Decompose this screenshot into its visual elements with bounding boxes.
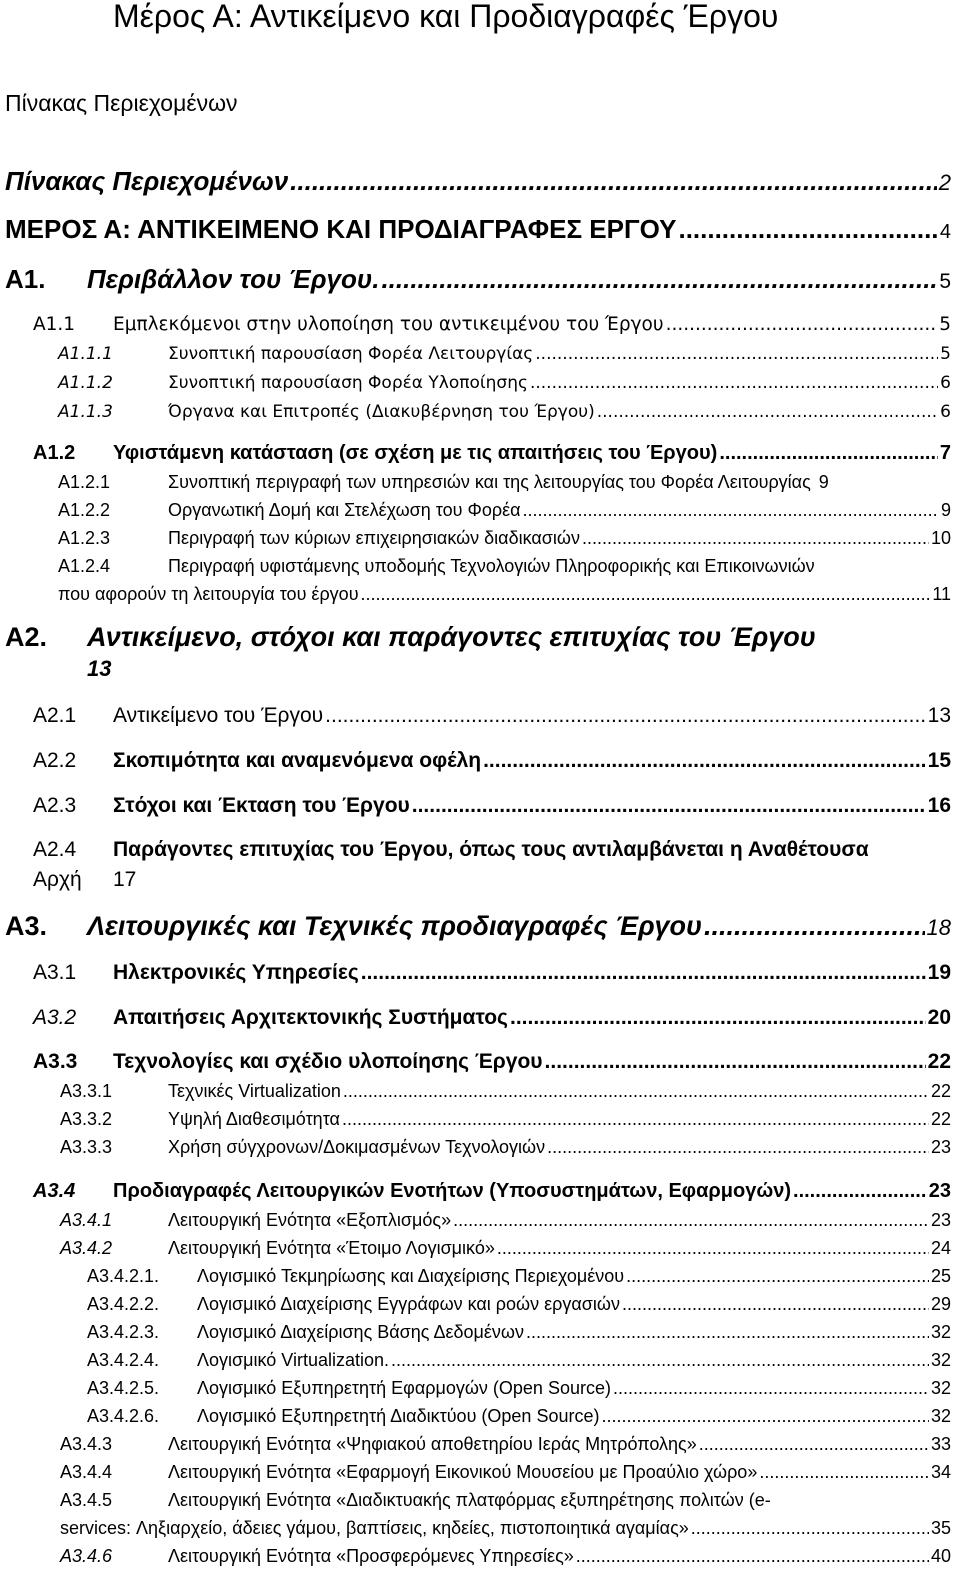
toc-entry[interactable] xyxy=(60,1210,951,1231)
toc-entry-text: Όργανα και Επιτροπές (Διακυβέρνηση του Έργου) xyxy=(168,402,595,422)
toc-entry[interactable] xyxy=(87,1322,951,1343)
leader-dots xyxy=(597,402,938,422)
toc-entry-text: Λογισμικό Διαχείρισης Εγγράφων και ροών εργασιών xyxy=(197,1294,620,1314)
toc-entry-text: Λειτουργική Ενότητα «Εφαρμογή Εικονικού Μουσείου με Προαύλιο χώρο» xyxy=(168,1462,758,1482)
leader-dots xyxy=(613,1378,929,1399)
toc-entry[interactable] xyxy=(33,838,951,862)
toc-entry-text: Περιβάλλον του Έργου. xyxy=(87,264,380,294)
leader-dots xyxy=(626,1266,929,1287)
leader-dots xyxy=(601,1406,929,1427)
toc-entry-page: 5 xyxy=(939,270,951,293)
toc-entry[interactable] xyxy=(33,749,951,773)
toc-entry[interactable] xyxy=(60,1462,951,1483)
toc-entry-text: Λογισμικό Εξυπηρετητή Διαδικτύου (Open Source) xyxy=(197,1406,600,1426)
toc-entry-page: 32 xyxy=(930,1406,951,1426)
toc-entry-number: Α1.2.3 xyxy=(58,528,111,548)
toc-entry-page: 22 xyxy=(930,1109,951,1129)
leader-dots xyxy=(361,961,926,985)
toc-entry-page: 5 xyxy=(940,344,951,364)
toc-entry-number: A1.1.1 xyxy=(58,344,113,364)
toc-entry-page: 24 xyxy=(930,1238,951,1258)
toc-entry-number: A3.1 xyxy=(33,961,77,984)
toc-entry[interactable] xyxy=(60,1109,951,1130)
toc-entry-text: Τεχνολογίες και σχέδιο υλοποίησης Έργου xyxy=(113,1050,543,1073)
toc-entry-number: Α1.2.4 xyxy=(58,556,111,576)
toc-entry-text: Αντικείμενο, στόχοι και παράγοντες επιτυχίας του Έργου xyxy=(87,622,816,652)
toc-entry-text: Ηλεκτρονικές Υπηρεσίες xyxy=(113,961,359,984)
toc-entry-page: 13 xyxy=(87,656,112,681)
toc-entry-number: A3.4.2.2. xyxy=(87,1294,160,1314)
toc-entry-page: 23 xyxy=(930,1210,951,1230)
toc-entry[interactable] xyxy=(58,373,951,393)
toc-entry-page: 19 xyxy=(927,961,951,984)
toc-entry-text: Προδιαγραφές Λειτουργικών Ενοτήτων (Υποσυστημάτων, Εφαρμογών) xyxy=(113,1180,792,1202)
leader-dots xyxy=(391,1350,929,1371)
toc-entry-page: 4 xyxy=(939,221,951,243)
leader-dots xyxy=(510,1006,926,1030)
leader-dots xyxy=(361,584,931,605)
toc-entry-number: A3. xyxy=(5,911,48,941)
leader-dots xyxy=(793,1180,927,1203)
leader-dots xyxy=(545,1050,926,1074)
toc-entry-number: A3.4.2.6. xyxy=(87,1406,160,1426)
toc-entry[interactable] xyxy=(5,214,951,245)
toc-entry-text: Υψηλή Διαθεσιμότητα xyxy=(168,1109,340,1129)
toc-entry[interactable] xyxy=(33,1180,951,1203)
toc-entry-text: Πίνακας Περιεχομένων xyxy=(5,166,289,196)
toc-entry-number: A3.4.1 xyxy=(60,1210,113,1230)
toc-entry[interactable] xyxy=(60,1434,951,1455)
toc-entry-text: Συνοπτική παρουσίαση Φορέα Λειτουργίας xyxy=(168,344,534,364)
toc-entry[interactable] xyxy=(87,1294,951,1315)
toc-entry-text: Λειτουργική Ενότητα «Προσφερόμενες Υπηρεσίες» xyxy=(168,1546,574,1566)
toc-entry-number: A1. xyxy=(5,264,46,294)
toc-entry-text: Λογισμικό Virtualization. xyxy=(197,1350,390,1370)
leader-dots xyxy=(523,500,939,521)
leader-dots xyxy=(412,794,926,818)
leader-dots xyxy=(622,1294,929,1315)
toc-heading: Πίνακας Περιεχομένων xyxy=(5,90,238,116)
toc-entry-number: A3.4.6 xyxy=(60,1546,113,1566)
toc-entry-text: Συνοπτική παρουσίαση Φορέα Υλοποίησης xyxy=(168,373,528,393)
leader-dots xyxy=(535,344,938,364)
toc-entry-text: Λειτουργική Ενότητα «Ψηφιακού αποθετηρίου Ιεράς Μητρόπολης» xyxy=(168,1434,697,1454)
toc-entry-number: A1.1 xyxy=(33,314,76,335)
leader-dots xyxy=(342,1109,929,1130)
toc-entry-number: A3.4.2 xyxy=(60,1238,113,1258)
toc-entry[interactable] xyxy=(87,1378,951,1399)
leader-dots xyxy=(704,911,925,942)
toc-entry-page: 33 xyxy=(930,1434,951,1454)
leader-dots xyxy=(325,704,925,728)
leader-dots xyxy=(483,749,926,773)
toc-entry-page: 22 xyxy=(930,1081,951,1101)
toc-entry[interactable] xyxy=(33,794,951,818)
toc-entry-page: 7 xyxy=(939,442,951,464)
toc-entry-number: Α1.2 xyxy=(33,442,76,464)
leader-dots xyxy=(719,442,938,465)
toc-entry[interactable] xyxy=(58,472,951,493)
toc-entry-number: A1.1.3 xyxy=(58,402,113,422)
toc-entry[interactable] xyxy=(58,500,951,521)
toc-entry[interactable] xyxy=(58,402,951,422)
toc-entry-text: Χρήση σύγχρονων/Δοκιμασμένων Τεχνολογιών xyxy=(168,1137,546,1157)
toc-entry-page: 5 xyxy=(939,314,951,335)
toc-entry-number: A3.4.5 xyxy=(60,1490,113,1510)
toc-entry-page: 32 xyxy=(930,1350,951,1370)
toc-entry-page: 9 xyxy=(940,500,951,520)
toc-entry-text: Λειτουργική Ενότητα «Εξοπλισμός» xyxy=(168,1210,452,1230)
toc-entry[interactable] xyxy=(58,344,951,364)
toc-entry-continuation xyxy=(33,868,136,892)
toc-entry-text: Λογισμικό Διαχείρισης Βάσης Δεδομένων xyxy=(197,1322,524,1342)
leader-dots xyxy=(666,314,938,335)
toc-entry-page: 9 xyxy=(818,472,829,492)
toc-entry-number: A3.4.2.4. xyxy=(87,1350,160,1370)
toc-entry[interactable] xyxy=(33,961,951,985)
toc-entry-page: 23 xyxy=(930,1137,951,1157)
toc-entry-number: A3.4.3 xyxy=(60,1434,113,1454)
toc-entry-text: Υφιστάμενη κατάσταση (σε σχέση με τις απαιτήσεις του Έργου) xyxy=(113,442,718,464)
toc-entry-number: A3.3.2 xyxy=(60,1109,113,1129)
toc-entry[interactable] xyxy=(60,1081,951,1102)
leader-dots xyxy=(497,1238,929,1259)
toc-entry-text: Αντικείμενο του Έργου xyxy=(113,704,324,727)
toc-entry[interactable] xyxy=(5,622,951,653)
leader-dots xyxy=(530,373,938,393)
toc-entry-number: A2.4 xyxy=(33,838,77,861)
toc-entry-text: Περιγραφή των κύριων επιχειρησιακών διαδικασιών xyxy=(168,528,580,548)
toc-entry-number: A3.4.2.1. xyxy=(87,1266,160,1286)
toc-entry-page: 29 xyxy=(930,1294,951,1314)
toc-entry-number: A2.1 xyxy=(33,704,77,727)
toc-entry-number: A3.3.1 xyxy=(60,1081,113,1101)
toc-entry-text: ΜΕΡΟΣ Α: ΑΝΤΙΚΕΙΜΕΝΟ ΚΑΙ ΠΡΟΔΙΑΓΡΑΦΕΣ ΕΡΓΟΥ xyxy=(5,214,677,244)
toc-entry[interactable] xyxy=(58,556,951,577)
toc-entry-number: A3.3.3 xyxy=(60,1137,113,1157)
toc-entry-page: 10 xyxy=(930,528,951,548)
leader-dots xyxy=(678,214,937,245)
toc-entry-number: A3.4.2.3. xyxy=(87,1322,160,1342)
toc-entry-number: A3.4.4 xyxy=(60,1462,113,1482)
toc-entry-text: services: Ληξιαρχείο, άδειες γάμου, βαπτίσεις, κηδείες, πιστοποιητικά αγαμίας» xyxy=(60,1518,689,1538)
toc-entry[interactable] xyxy=(60,1546,951,1567)
toc-entry[interactable] xyxy=(60,1238,951,1259)
toc-entry-page: 16 xyxy=(927,794,951,817)
toc-entry-number: A2.2 xyxy=(33,749,77,772)
toc-entry-number: Α1.2.1 xyxy=(58,472,111,492)
toc-entry[interactable] xyxy=(58,528,951,549)
toc-entry-text: Περιγραφή υφιστάμενης υποδομής Τεχνολογιών Πληροφορικής και Επικοινωνιών xyxy=(168,556,815,576)
toc-entry-number: A3.4 xyxy=(33,1180,76,1202)
toc-entry-number: A2. xyxy=(5,622,48,652)
leader-dots xyxy=(526,1322,929,1343)
toc-entry-text: Αρχή xyxy=(33,868,82,891)
toc-entry-text: που αφορούν τη λειτουργία του έργου xyxy=(58,584,359,604)
toc-entry[interactable] xyxy=(5,911,951,942)
leader-dots xyxy=(582,528,929,549)
toc-entry-page: 23 xyxy=(928,1180,951,1202)
toc-entry-text: Λειτουργική Ενότητα «Διαδικτυακής πλατφόρμας εξυπηρέτησης πολιτών (e- xyxy=(168,1490,771,1510)
toc-entry-page: 34 xyxy=(930,1462,951,1482)
toc-entry-page: 40 xyxy=(930,1546,951,1566)
toc-entry-page: 20 xyxy=(927,1006,951,1029)
toc-entry[interactable] xyxy=(87,1266,951,1287)
toc-entry-page: 32 xyxy=(930,1322,951,1342)
toc-entry-text: Εμπλεκόμενοι στην υλοποίηση του αντικειμένου του Έργου xyxy=(113,314,664,335)
toc-entry-page: 2 xyxy=(938,170,951,195)
toc-entry-text: Συνοπτική περιγραφή των υπηρεσιών και της λειτουργίας του Φορέα Λειτουργίας xyxy=(168,472,811,492)
leader-dots xyxy=(576,1546,929,1567)
toc-entry-text: Λειτουργική Ενότητα «Έτοιμο Λογισμικό» xyxy=(168,1238,495,1258)
leader-dots xyxy=(759,1462,929,1483)
leader-dots xyxy=(691,1518,929,1539)
toc-entry-page: 32 xyxy=(930,1378,951,1398)
toc-entry-number: A1.1.2 xyxy=(58,373,113,393)
toc-entry-continuation[interactable] xyxy=(58,584,951,605)
toc-entry-text: Σκοπιμότητα και αναμενόμενα οφέλη xyxy=(113,749,482,772)
toc-entry[interactable] xyxy=(33,1006,951,1030)
toc-entry-number: A3.2 xyxy=(33,1006,77,1029)
toc-entry-page: 6 xyxy=(940,373,951,393)
toc-entry-text: Παράγοντες επιτυχίας του Έργου, όπως τους αντιλαμβάνεται η Αναθέτουσα xyxy=(113,838,869,861)
toc-entry[interactable] xyxy=(33,704,951,728)
toc-entry[interactable] xyxy=(87,1406,951,1427)
toc-entry-page: 22 xyxy=(927,1050,951,1073)
toc-entry-text: Λειτουργικές και Τεχνικές προδιαγραφές Έργου xyxy=(87,911,703,941)
toc-entry-page: 18 xyxy=(926,915,951,940)
toc-entry-page: 13 xyxy=(927,704,951,727)
leader-dots xyxy=(290,166,937,197)
toc-entry[interactable] xyxy=(60,1490,951,1511)
toc-entry-number: A3.4.2.5. xyxy=(87,1378,160,1398)
toc-entry-continuation[interactable] xyxy=(60,1518,951,1539)
toc-entry-number: A3.3 xyxy=(33,1050,78,1073)
toc-entry[interactable] xyxy=(33,1050,951,1074)
toc-entry-page: 6 xyxy=(940,402,951,422)
leader-dots xyxy=(699,1434,929,1455)
toc-entry-page: 11 xyxy=(932,584,951,604)
toc-entry[interactable] xyxy=(33,314,951,335)
leader-dots xyxy=(343,1081,929,1102)
toc-entry-text: Λογισμικό Τεκμηρίωσης και Διαχείρισης Περιεχομένου xyxy=(197,1266,625,1286)
toc-entry-page: 25 xyxy=(930,1266,951,1286)
toc-entry[interactable] xyxy=(33,442,951,465)
page-title: Μέρος Α: Αντικείμενο και Προδιαγραφές Έργου xyxy=(113,0,779,34)
toc-entry-text: Απαιτήσεις Αρχιτεκτονικής Συστήματος xyxy=(113,1006,508,1029)
toc-entry-page: 35 xyxy=(930,1518,951,1538)
toc-entry-text: Στόχοι και Έκταση του Έργου xyxy=(113,794,410,817)
toc-entry[interactable] xyxy=(5,166,951,197)
toc-entry-page: 15 xyxy=(927,749,951,772)
toc-entry[interactable] xyxy=(87,1350,951,1371)
toc-entry[interactable] xyxy=(60,1137,951,1158)
toc-entry-page: 17 xyxy=(113,868,137,891)
toc-entry-text: Τεχνικές Virtualization xyxy=(168,1081,341,1101)
toc-entry-text: Οργανωτική Δομή και Στελέχωση του Φορέα xyxy=(168,500,521,520)
toc-entry-number: Α1.2.2 xyxy=(58,500,111,520)
toc-entry[interactable] xyxy=(5,264,951,295)
leader-dots xyxy=(547,1137,929,1158)
toc-entry-text: Λογισμικό Εξυπηρετητή Εφαρμογών (Open Source) xyxy=(197,1378,611,1398)
leader-dots xyxy=(381,264,937,295)
leader-dots xyxy=(453,1210,929,1231)
toc-entry-number: A2.3 xyxy=(33,794,77,817)
